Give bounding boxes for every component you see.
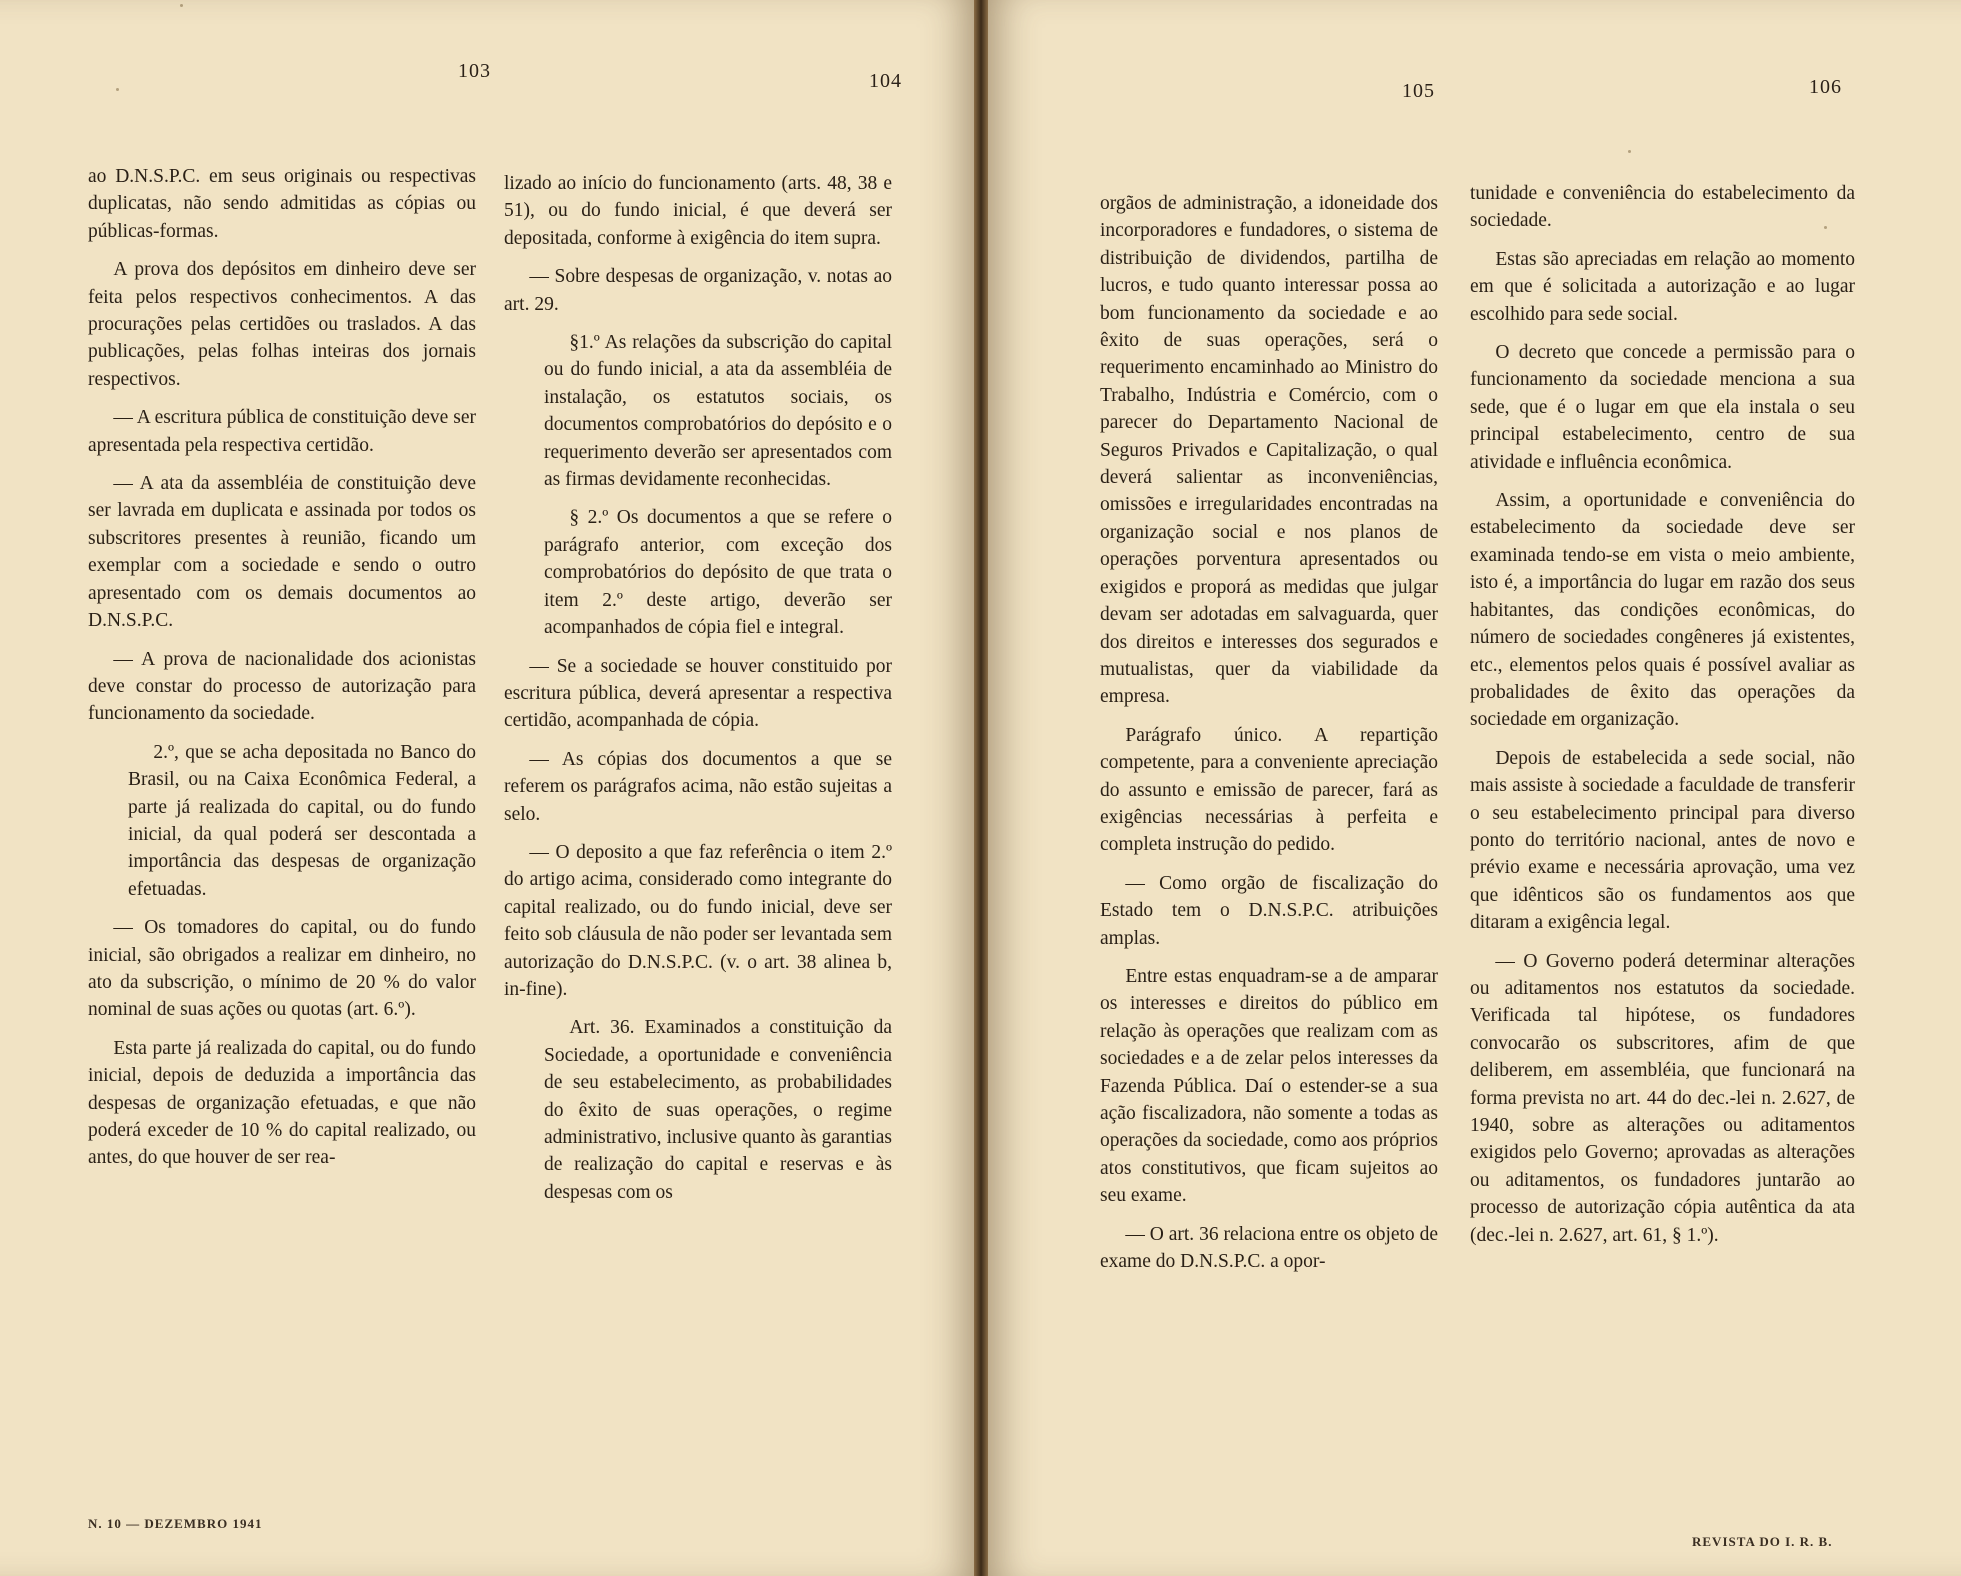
paragraph: — Os tomadores do capital, ou do fundo inicial, são obrigados a realizar em dinheiro, no ato da subscrição, o mínimo de 20 % do valor nominal de suas ações ou quotas (art. 6.º).	[88, 917, 476, 1021]
page-number-105: 105	[1402, 80, 1435, 102]
paragraph: 2.º, que se acha depositada no Banco do Brasil, ou na Caixa Econômica Federal, a parte já realizada do capital, ou do fundo inicial, da qual poderá ser descontada a importância das despesas de organização efetuadas.	[128, 741, 476, 900]
paragraph: — O art. 36 relaciona entre os objeto de exame do D.N.S.P.C. a opor-	[1100, 1223, 1438, 1273]
paragraph: Parágrafo único. A repartição competente, para a conveniente apreciação do assunto e emissão de parecer, fará as exigências necessárias à perfeita e completa instrução do pedido.	[1100, 724, 1438, 856]
paragraph: Art. 36. Examinados a constituição da Sociedade, a oportunidade e conveniência de seu estabelecimento, as probabilidades do êxito de suas operações, o regime administrativo, inclusive quanto às garantias de realização do capital e reservas e às despesas com os	[544, 1017, 892, 1203]
left-page	[0, 0, 974, 1576]
paragraph: Estas são apreciadas em relação ao momento em que é solicitada a autorização e ao lugar escolhido para sede social.	[1470, 248, 1855, 325]
paper-speck	[1824, 226, 1827, 229]
paragraph: orgãos de administração, a idoneidade dos incorporadores e fundadores, o sistema de distribuição de dividendos, partilha de lucros, e tudo quanto interessar possa ao bom funcionamento da sociedade e ao êxito de suas operações, será o requerimento encaminhado ao Ministro do Trabalho, Indústria e Comércio, com o parecer do Departamento Nacional de Seguros Privados e Capitalização, o qual deverá salientar as inconveniências, omissões e irregularidades encontradas na organização social e nos planos de operações porventura apresentados ou exigidos e proporá as medidas que julgar devam ser adotadas em salvaguarda, quer dos direitos e interesses dos segurados e mutualistas, quer da viabilidade da empresa.	[1100, 193, 1438, 708]
paragraph: Depois de estabelecida a sede social, não mais assiste à sociedade a faculdade de transferir o seu estabelecimento principal para diverso ponto do território nacional, antes de novo e prévio exame e necessária aprovação, uma vez que idênticos são os fundamentos aos que ditaram a exigência legal.	[1470, 747, 1855, 934]
paragraph: ao D.N.S.P.C. em seus originais ou respectivas duplicatas, não sendo admitidas as cópias ou públicas-formas.	[88, 166, 476, 242]
paragraph: — O deposito a que faz referência o item 2.º do artigo acima, considerado como integrante do capital realizado, ou do fundo inicial, deve ser feito sob cláusula de não poder ser levantada sem autorização do D.N.S.P.C. (v. o art. 38 alinea b, in-fine).	[504, 841, 892, 1000]
footer-journal: REVISTA DO I. R. B.	[1692, 1534, 1833, 1549]
paper-speck	[1628, 150, 1631, 153]
paragraph: lizado ao início do funcionamento (arts. 48, 38 e 51), ou do fundo inicial, é que deverá ser depositada, conforme à exigência do item supra.	[504, 173, 892, 249]
book-gutter	[974, 0, 988, 1576]
paragraph: Esta parte já realizada do capital, ou do fundo inicial, depois de deduzida a importância das despesas de organização efetuadas, e que não poderá exceder de 10 % do capital realizado, ou antes, do que houver de ser rea-	[88, 1037, 476, 1169]
column-page-103	[88, 163, 476, 1183]
paragraph: A prova dos depósitos em dinheiro deve ser feita pelos respectivos conhecimentos. A das procurações pelas certidões ou traslados. A das publicações, pelas folhas inteiras dos jornais respectivos.	[88, 259, 476, 390]
paragraph: — A ata da assembléia de constituição deve ser lavrada em duplicata e assinada por todos os subscritores presentes à reunião, ficando um exemplar com a sociedade e sendo o outro apresentado com os demais documentos ao D.N.S.P.C.	[88, 473, 476, 632]
paragraph: — O Governo poderá determinar alterações ou aditamentos nos estatutos da sociedade. Verificada tal hipótese, os fundadores convocarão os subscritores, afim de que deliberem, em assembléia, que funcionará na forma prevista no art. 44 do dec.-lei n. 2.627, de 1940, sobre as alterações ou aditamentos exigidos pelo Governo; aprovadas as alterações ou aditamentos, os fundadores juntarão ao processo de autorização cópia autêntica da ata (dec.-lei n. 2.627, art. 61, § 1.º).	[1470, 950, 1855, 1246]
page-number-106: 106	[1809, 76, 1842, 98]
paragraph: tunidade e conveniência do estabelecimento da sociedade.	[1470, 183, 1855, 232]
footer-issue: N. 10 — DEZEMBRO 1941	[88, 1516, 263, 1531]
paper-speck	[116, 88, 119, 91]
paragraph: — Como orgão de fiscalização do Estado tem o D.N.S.P.C. atribuições amplas.	[1100, 872, 1438, 949]
column-page-106	[1470, 180, 1855, 1260]
paragraph: O decreto que concede a permissão para o funcionamento da sociedade menciona a sua sede, que é o lugar em que ela instala o seu principal estabelecimento, centro de sua atividade e influência econômica.	[1470, 342, 1855, 473]
paragraph: Entre estas enquadram-se a de amparar os interesses e direitos do público em relação às operações que realizam com as sociedades e a de zelar pelos interesses da Fazenda Pública. Daí o estender-se a sua ação fiscalizadora, não somente a todas as operações da sociedade, como aos próprios atos constitutivos, que ficam sujeitos ao seu exame.	[1100, 965, 1438, 1207]
page-number-104: 104	[869, 70, 902, 92]
page-number-103: 103	[458, 60, 491, 82]
paragraph: — Se a sociedade se houver constituido por escritura pública, deverá apresentar a respectiva certidão, acompanhada de cópia.	[504, 655, 892, 732]
paragraph: — A escritura pública de constituição deve ser apresentada pela respectiva certidão.	[88, 407, 476, 456]
column-page-105	[1100, 190, 1438, 1286]
paragraph: Assim, a oportunidade e conveniência do estabelecimento da sociedade deve ser examinada tendo-se em vista o meio ambiente, isto é, a importância do lugar em razão dos seus habitantes, das condições econômicas, do número de sociedades congêneres já existentes, etc., elementos pelos quais é possível avaliar as probalidades de êxito das operações da sociedade em organização.	[1470, 490, 1855, 731]
paragraph: — A prova de nacionalidade dos acionistas deve constar do processo de autorização para funcionamento da sociedade.	[88, 648, 476, 725]
paper-speck	[180, 4, 183, 7]
paragraph: — As cópias dos documentos a que se referem os parágrafos acima, não estão sujeitas a selo.	[504, 748, 892, 825]
paragraph: §1.º As relações da subscrição do capital ou do fundo inicial, a ata da assembléia de instalação, os estatutos sociais, os documentos comprobatórios do depósito e o requerimento deverão ser apresentados com as firmas devidamente reconhecidas.	[544, 332, 892, 491]
right-page	[988, 0, 1961, 1576]
paragraph: — Sobre despesas de organização, v. notas ao art. 29.	[504, 266, 892, 315]
paragraph: § 2.º Os documentos a que se refere o parágrafo anterior, com exceção dos comprobatórios do depósito de que trata o item 2.º deste artigo, deverão ser acompanhados de cópia fiel e integral.	[544, 507, 892, 639]
column-page-104	[504, 170, 892, 1217]
